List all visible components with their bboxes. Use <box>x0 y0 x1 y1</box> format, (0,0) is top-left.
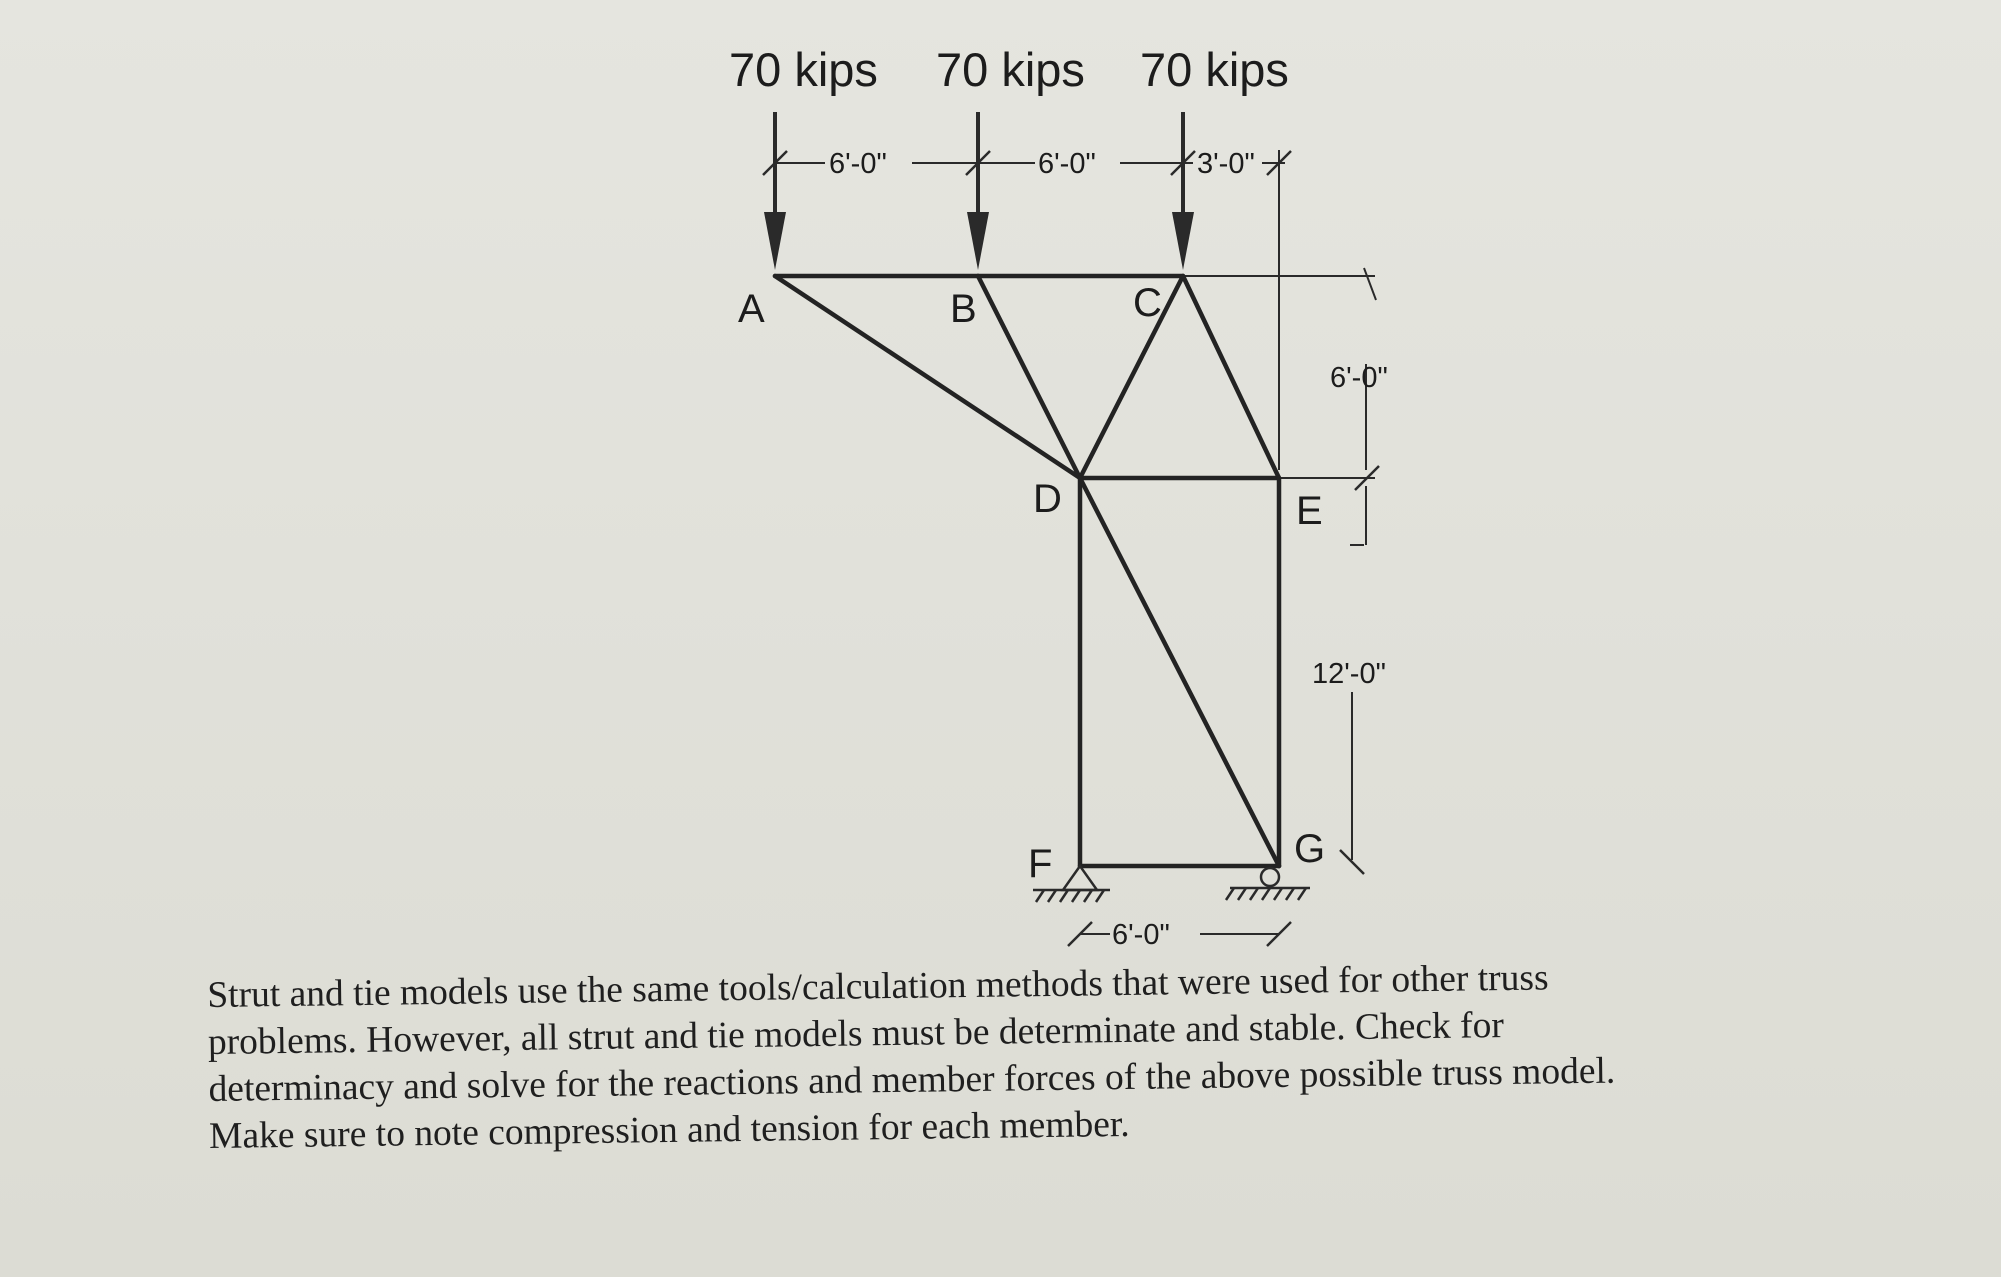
load-label-a: 70 kips <box>729 43 878 96</box>
node-labels <box>738 281 1325 886</box>
caption-line-2: problems. However, all strut and tie models must be determinate and stable. Check for <box>207 1005 1505 1063</box>
dim-label-fg: 6'-0" <box>1112 919 1170 951</box>
load-label-b: 70 kips <box>936 43 1085 96</box>
node-label-d: D <box>1033 477 1062 521</box>
top-dimension-line <box>763 148 1291 470</box>
node-label-a: A <box>738 287 765 331</box>
member-bd <box>978 276 1080 478</box>
node-label-e: E <box>1296 489 1323 533</box>
dim-label-bc: 6'-0" <box>1038 148 1096 180</box>
dim-label-ab: 6'-0" <box>829 148 887 180</box>
load-label-c: 70 kips <box>1140 43 1289 96</box>
load-arrow-b <box>967 112 989 270</box>
dim-label-eg-vertical: 12'-0" <box>1312 658 1386 690</box>
node-label-c: C <box>1133 281 1162 325</box>
problem-statement <box>207 951 1849 1160</box>
bottom-dimension-line <box>1068 919 1291 951</box>
caption-line-1: Strut and tie models use the same tools/calculation methods that were used for other truss <box>207 957 1549 1016</box>
node-label-f: F <box>1028 842 1053 886</box>
right-dimension-line <box>1183 268 1388 874</box>
dim-label-ce: 3'-0" <box>1197 148 1255 180</box>
member-cd <box>1080 276 1183 478</box>
member-ad <box>775 276 1080 478</box>
caption-line-3: determinacy and solve for the reactions and member forces of the above possible truss model. <box>208 1050 1616 1110</box>
caption-line-4: Make sure to note compression and tension for each member. <box>208 1103 1130 1157</box>
load-arrow-a <box>764 112 786 270</box>
node-label-g: G <box>1294 827 1326 871</box>
member-dg <box>1080 478 1279 866</box>
dim-label-ce-vertical: 6'-0" <box>1330 362 1388 394</box>
member-ce <box>1183 276 1279 478</box>
node-label-b: B <box>950 287 977 331</box>
load-arrow-c <box>1172 112 1194 270</box>
truss-members <box>775 276 1279 866</box>
roller-support-g <box>1226 868 1310 900</box>
